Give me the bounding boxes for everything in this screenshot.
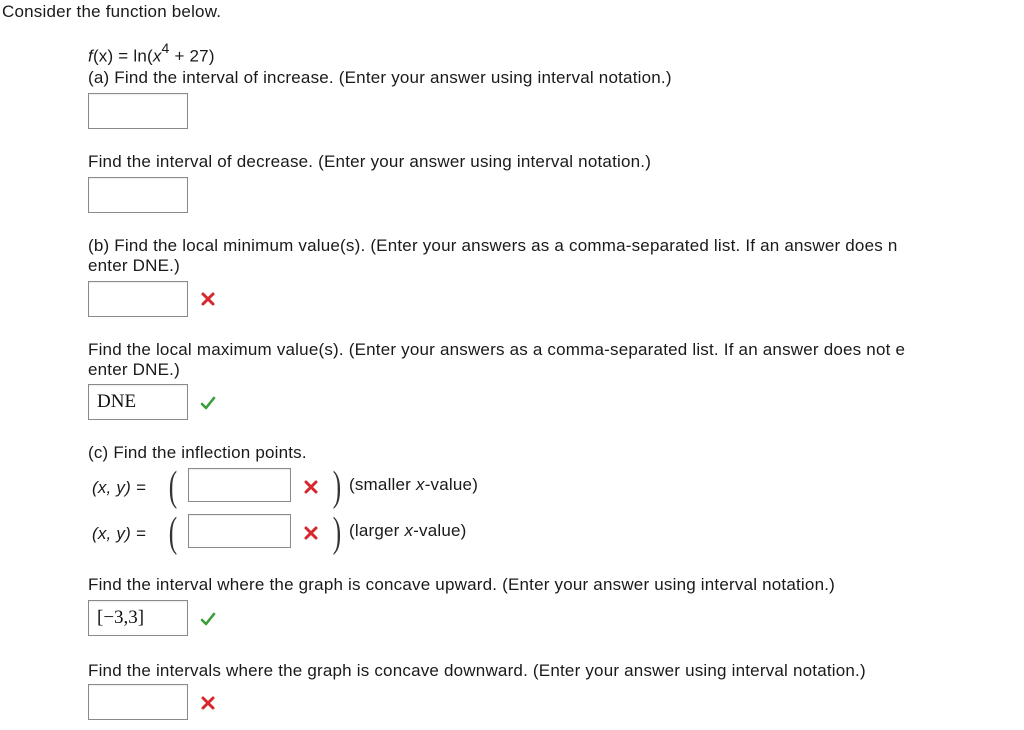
incorrect-x-icon — [199, 694, 217, 712]
local-max-input[interactable]: DNE — [88, 384, 188, 420]
label-larger-x — [349, 521, 467, 541]
label-larger-var: x — [404, 521, 414, 540]
prompt-increase: (a) Find the interval of increase. (Enter your answer using interval notation.) — [88, 68, 672, 87]
correct-check-icon — [199, 610, 217, 628]
function-var: x — [152, 46, 162, 66]
label-smaller-post: -value) — [424, 475, 479, 494]
incorrect-x-icon — [302, 524, 320, 542]
function-arg: (x) — [92, 46, 114, 66]
xy-label-larger: (x, y) = — [92, 524, 147, 543]
prompt-decrease: Find the interval of decrease. (Enter your answer using interval notation.) — [88, 152, 652, 171]
prompt-local-max-line1: Find the local maximum value(s). (Enter your answers as a comma-separated list. If an answer does not e — [88, 340, 906, 359]
xy-label-smaller: (x, y) = — [92, 478, 147, 497]
prompt-concave-down: Find the intervals where the graph is concave downward. (Enter your answer using interval notation.) — [88, 661, 866, 680]
right-paren-smaller: ) — [332, 464, 342, 510]
intro-text: Consider the function below. — [2, 2, 222, 21]
correct-check-icon — [199, 394, 217, 412]
incorrect-x-icon — [199, 290, 217, 308]
label-smaller-pre: (smaller — [349, 475, 416, 494]
function-rest: + 27) — [169, 46, 215, 66]
label-larger-post: -value) — [413, 521, 467, 540]
increase-input[interactable] — [88, 93, 188, 129]
prompt-local-min-line2: enter DNE.) — [88, 256, 180, 275]
right-paren-larger: ) — [332, 510, 342, 556]
function-name: f — [88, 46, 93, 66]
prompt-concave-up: Find the interval where the graph is concave upward. (Enter your answer using interval notation.) — [88, 575, 836, 594]
left-paren-smaller: ( — [168, 464, 178, 510]
decrease-input[interactable] — [88, 177, 188, 213]
label-smaller-x — [349, 475, 478, 495]
label-larger-pre: (larger — [349, 521, 405, 540]
concave-up-input[interactable]: [−3,3] — [88, 600, 188, 636]
function-definition — [88, 40, 215, 67]
prompt-local-max-line2: enter DNE.) — [88, 360, 180, 379]
function-eq: = ln( — [113, 46, 153, 66]
concave-down-input[interactable] — [88, 684, 188, 720]
left-paren-larger: ( — [168, 510, 178, 556]
prompt-local-min-line1: (b) Find the local minimum value(s). (Enter your answers as a comma-separated list. If an answer does n — [88, 236, 898, 255]
incorrect-x-icon — [302, 478, 320, 496]
inflection-larger-input[interactable] — [188, 514, 291, 548]
local-min-input[interactable] — [88, 281, 188, 317]
inflection-smaller-input[interactable] — [188, 468, 291, 502]
prompt-inflection: (c) Find the inflection points. — [88, 443, 307, 462]
function-exponent: 4 — [161, 40, 170, 56]
label-smaller-var: x — [415, 475, 425, 494]
